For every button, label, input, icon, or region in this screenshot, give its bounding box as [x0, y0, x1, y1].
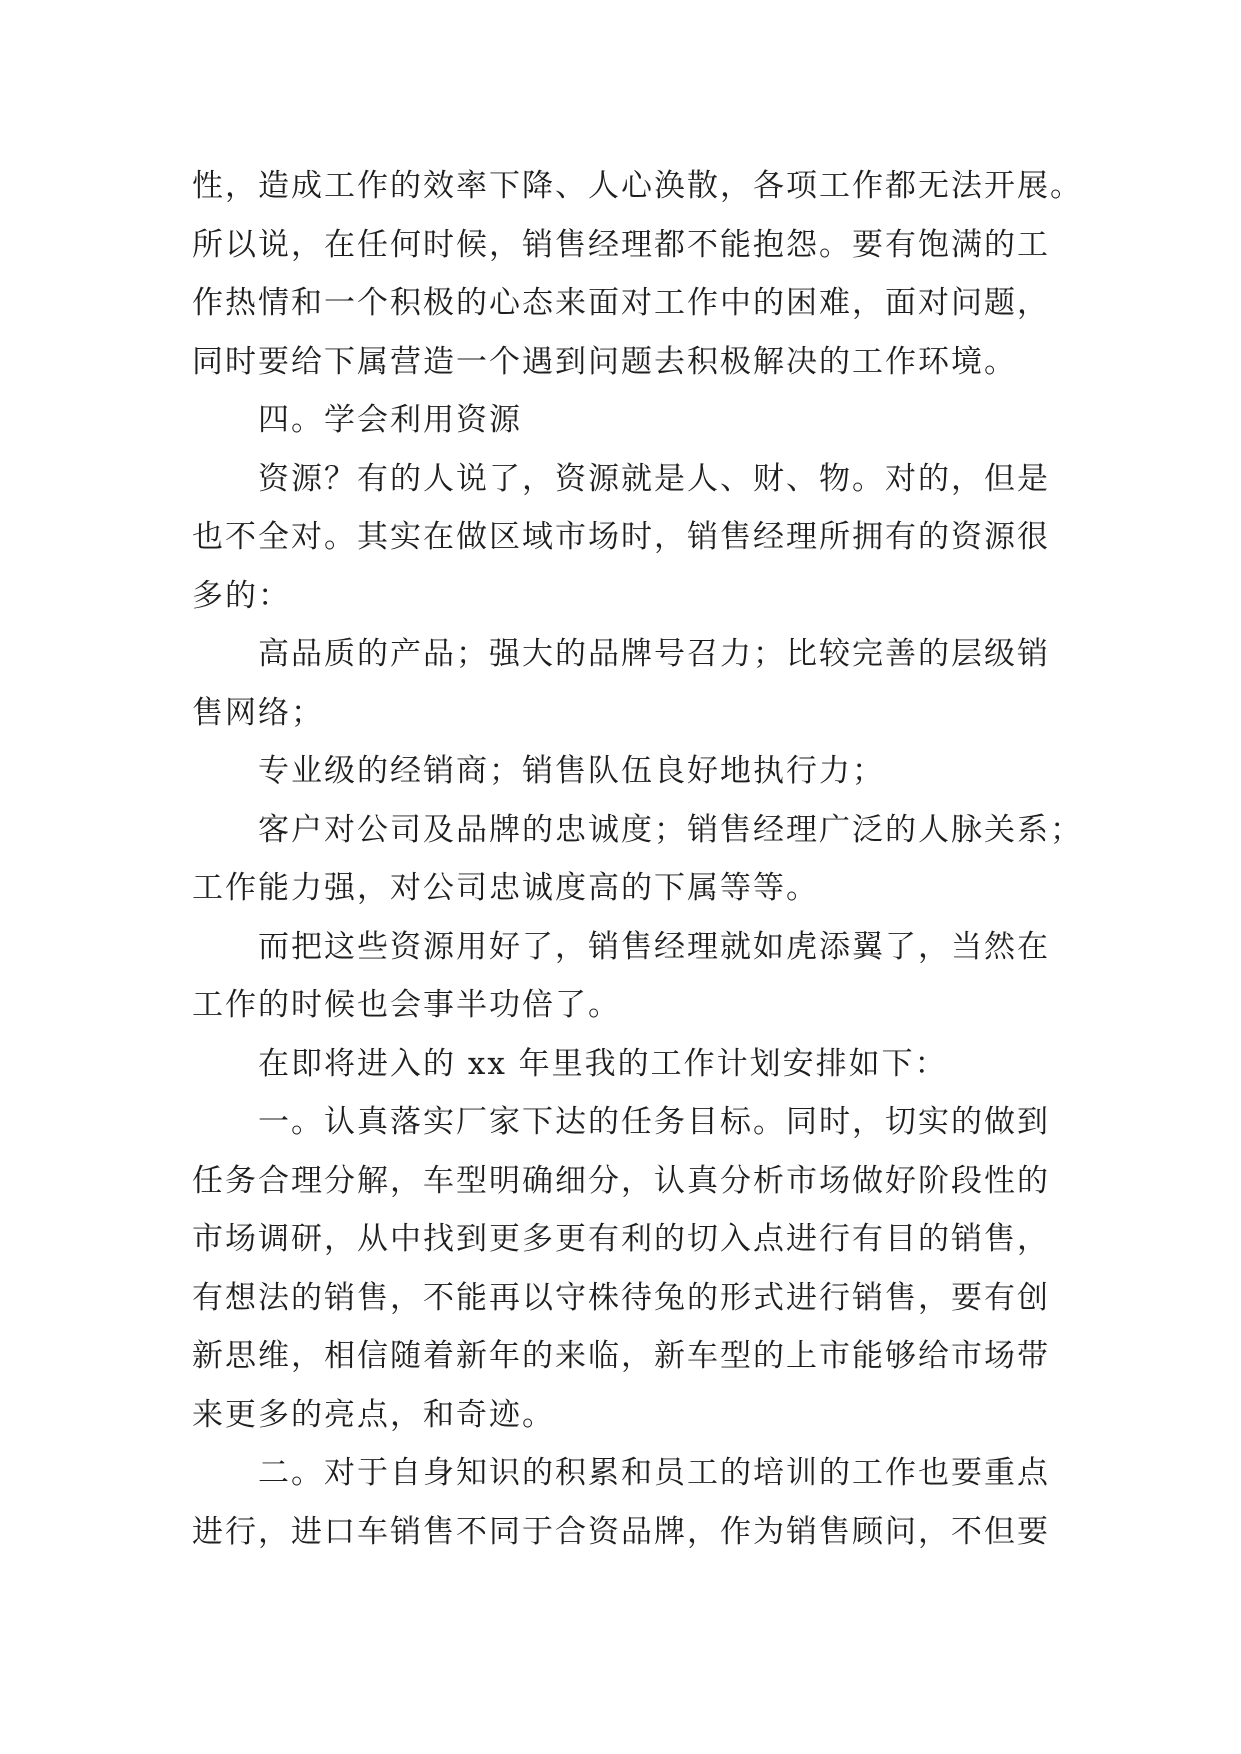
text-line: 售网络；: [192, 694, 324, 731]
text-line: 新思维，相信随着新年的来临，新车型的上市能够给市场带: [192, 1338, 1050, 1374]
text-line: 也不全对。其实在做区域市场时，销售经理所拥有的资源很: [192, 519, 1050, 555]
text-line: 客户对公司及品牌的忠诚度；销售经理广泛的人脉关系；: [258, 811, 1083, 848]
text-line: 市场调研，从中找到更多更有利的切入点进行有目的销售，: [192, 1221, 1050, 1257]
text-line: 所以说，在任何时候，销售经理都不能抱怨。要有饱满的工: [192, 226, 1050, 263]
body-text: [192, 157, 1083, 1561]
text-line: 资源？有的人说了，资源就是人、财、物。对的，但是: [258, 460, 1050, 497]
text-line: 进行，进口车销售不同于合资品牌，作为销售顾问，不但要: [192, 1513, 1050, 1550]
text-line: 工作能力强，对公司忠诚度高的下属等等。: [192, 870, 819, 906]
text-line: 作热情和一个积极的心态来面对工作中的困难，面对问题，: [192, 285, 1050, 321]
text-line: 二。对于自身知识的积累和员工的培训的工作也要重点: [258, 1455, 1050, 1491]
text-line: 在即将进入的 xx 年里我的工作计划安排如下：: [258, 1045, 948, 1082]
text-line: 有想法的销售，不能再以守株待兔的形式进行销售，要有创: [192, 1279, 1050, 1316]
text-line: 同时要给下属营造一个遇到问题去积极解决的工作环境。: [192, 343, 1017, 380]
text-line: 工作的时候也会事半功倍了。: [192, 987, 621, 1023]
text-line: 而把这些资源用好了，销售经理就如虎添翼了，当然在: [258, 928, 1050, 965]
text-line: 一。认真落实厂家下达的任务目标。同时，切实的做到: [258, 1104, 1050, 1140]
text-line: 性，造成工作的效率下降、人心涣散，各项工作都无法开展。: [192, 168, 1083, 204]
text-line: 多的：: [192, 577, 291, 614]
text-line: 四。学会利用资源: [258, 402, 522, 438]
text-line: 高品质的产品；强大的品牌号召力；比较完善的层级销: [258, 636, 1050, 672]
text-line: 专业级的经销商；销售队伍良好地执行力；: [258, 753, 885, 789]
text-line: 来更多的亮点，和奇迹。: [192, 1396, 555, 1433]
text-line: 任务合理分解，车型明确细分，认真分析市场做好阶段性的: [192, 1162, 1050, 1199]
